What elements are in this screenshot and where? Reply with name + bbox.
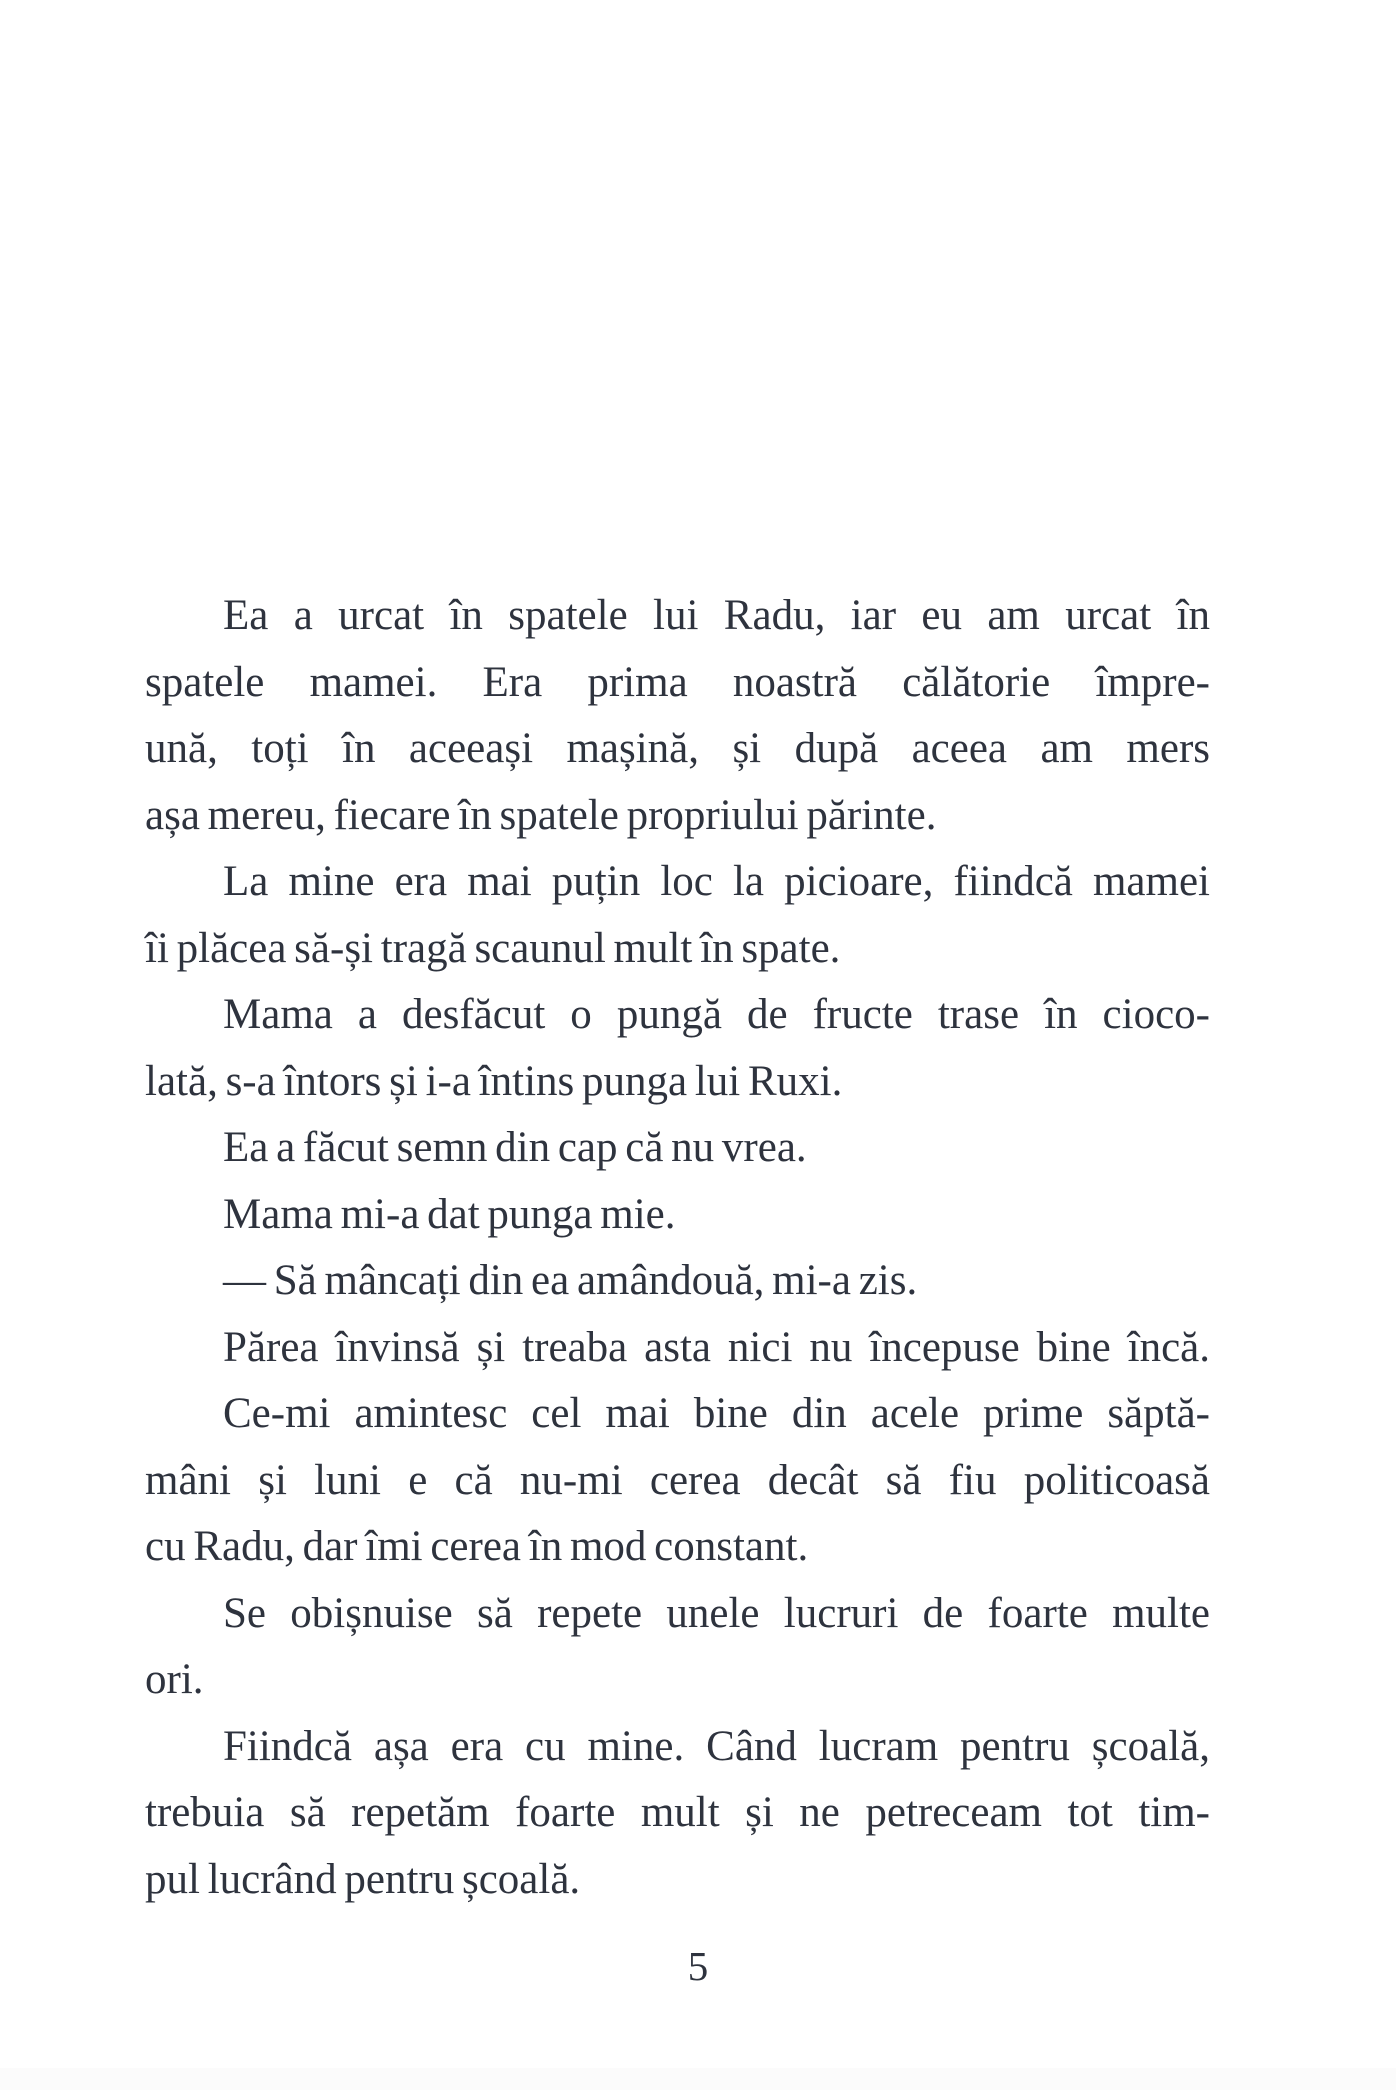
text-line: Fiindcă așa era cu mine. Când lucram pentru școală, [223,1722,1210,1770]
text-line: trebuia să repetăm foarte mult și ne petreceam tot tim- [145,1789,1210,1836]
paragraph [145,1315,1210,1382]
paragraph [145,1714,1210,1914]
text-line: Se obișnuise să repete unele lucruri de foarte multe [223,1589,1210,1637]
paragraph [145,849,1210,982]
paragraph [145,1248,1210,1315]
paragraph [145,982,1210,1115]
text-line: pul lucrând pentru școală. [145,1855,581,1903]
text-line: lată, s-a întors și i-a întins punga lui Ruxi. [145,1057,843,1105]
paragraph [145,1182,1210,1249]
bottom-strip [0,2068,1396,2090]
text-line: așa mereu, fiecare în spatele propriului părinte. [145,791,937,839]
text-line: cu Radu, dar îmi cerea în mod constant. [145,1523,809,1570]
text-line: La mine era mai puțin loc la picioare, fiindcă mamei [223,858,1210,905]
text-line: Ea a făcut semn din cap că nu vrea. [223,1124,807,1171]
text-line: ori. [145,1656,204,1703]
text-line: ună, toți în aceeași mașină, și după aceea am mers [145,725,1210,772]
paragraph [145,1115,1210,1182]
paragraph [145,1581,1210,1714]
text-line: — Să mâncați din ea amândouă, mi-a zis. [223,1257,918,1304]
page-text-block [145,583,1210,1913]
text-line: Mama mi-a dat punga mie. [223,1190,676,1238]
text-line: îi plăcea să-și tragă scaunul mult în spate. [145,924,841,972]
text-line: Părea învinsă și treaba asta nici nu începuse bine încă. [223,1323,1210,1371]
page-number: 5 [687,1943,709,1989]
paragraph [145,1381,1210,1581]
paragraph [145,583,1210,849]
text-line: spatele mamei. Era prima noastră călătorie împre- [145,658,1210,706]
text-line: mâni și luni e că nu-mi cerea decât să fiu politicoasă [145,1456,1210,1504]
text-line: Ea a urcat în spatele lui Radu, iar eu am urcat în [223,592,1210,639]
text-line: Ce-mi amintesc cel mai bine din acele prime săptă- [223,1390,1210,1437]
text-line: Mama a desfăcut o pungă de fructe trase în cioco- [223,991,1210,1038]
